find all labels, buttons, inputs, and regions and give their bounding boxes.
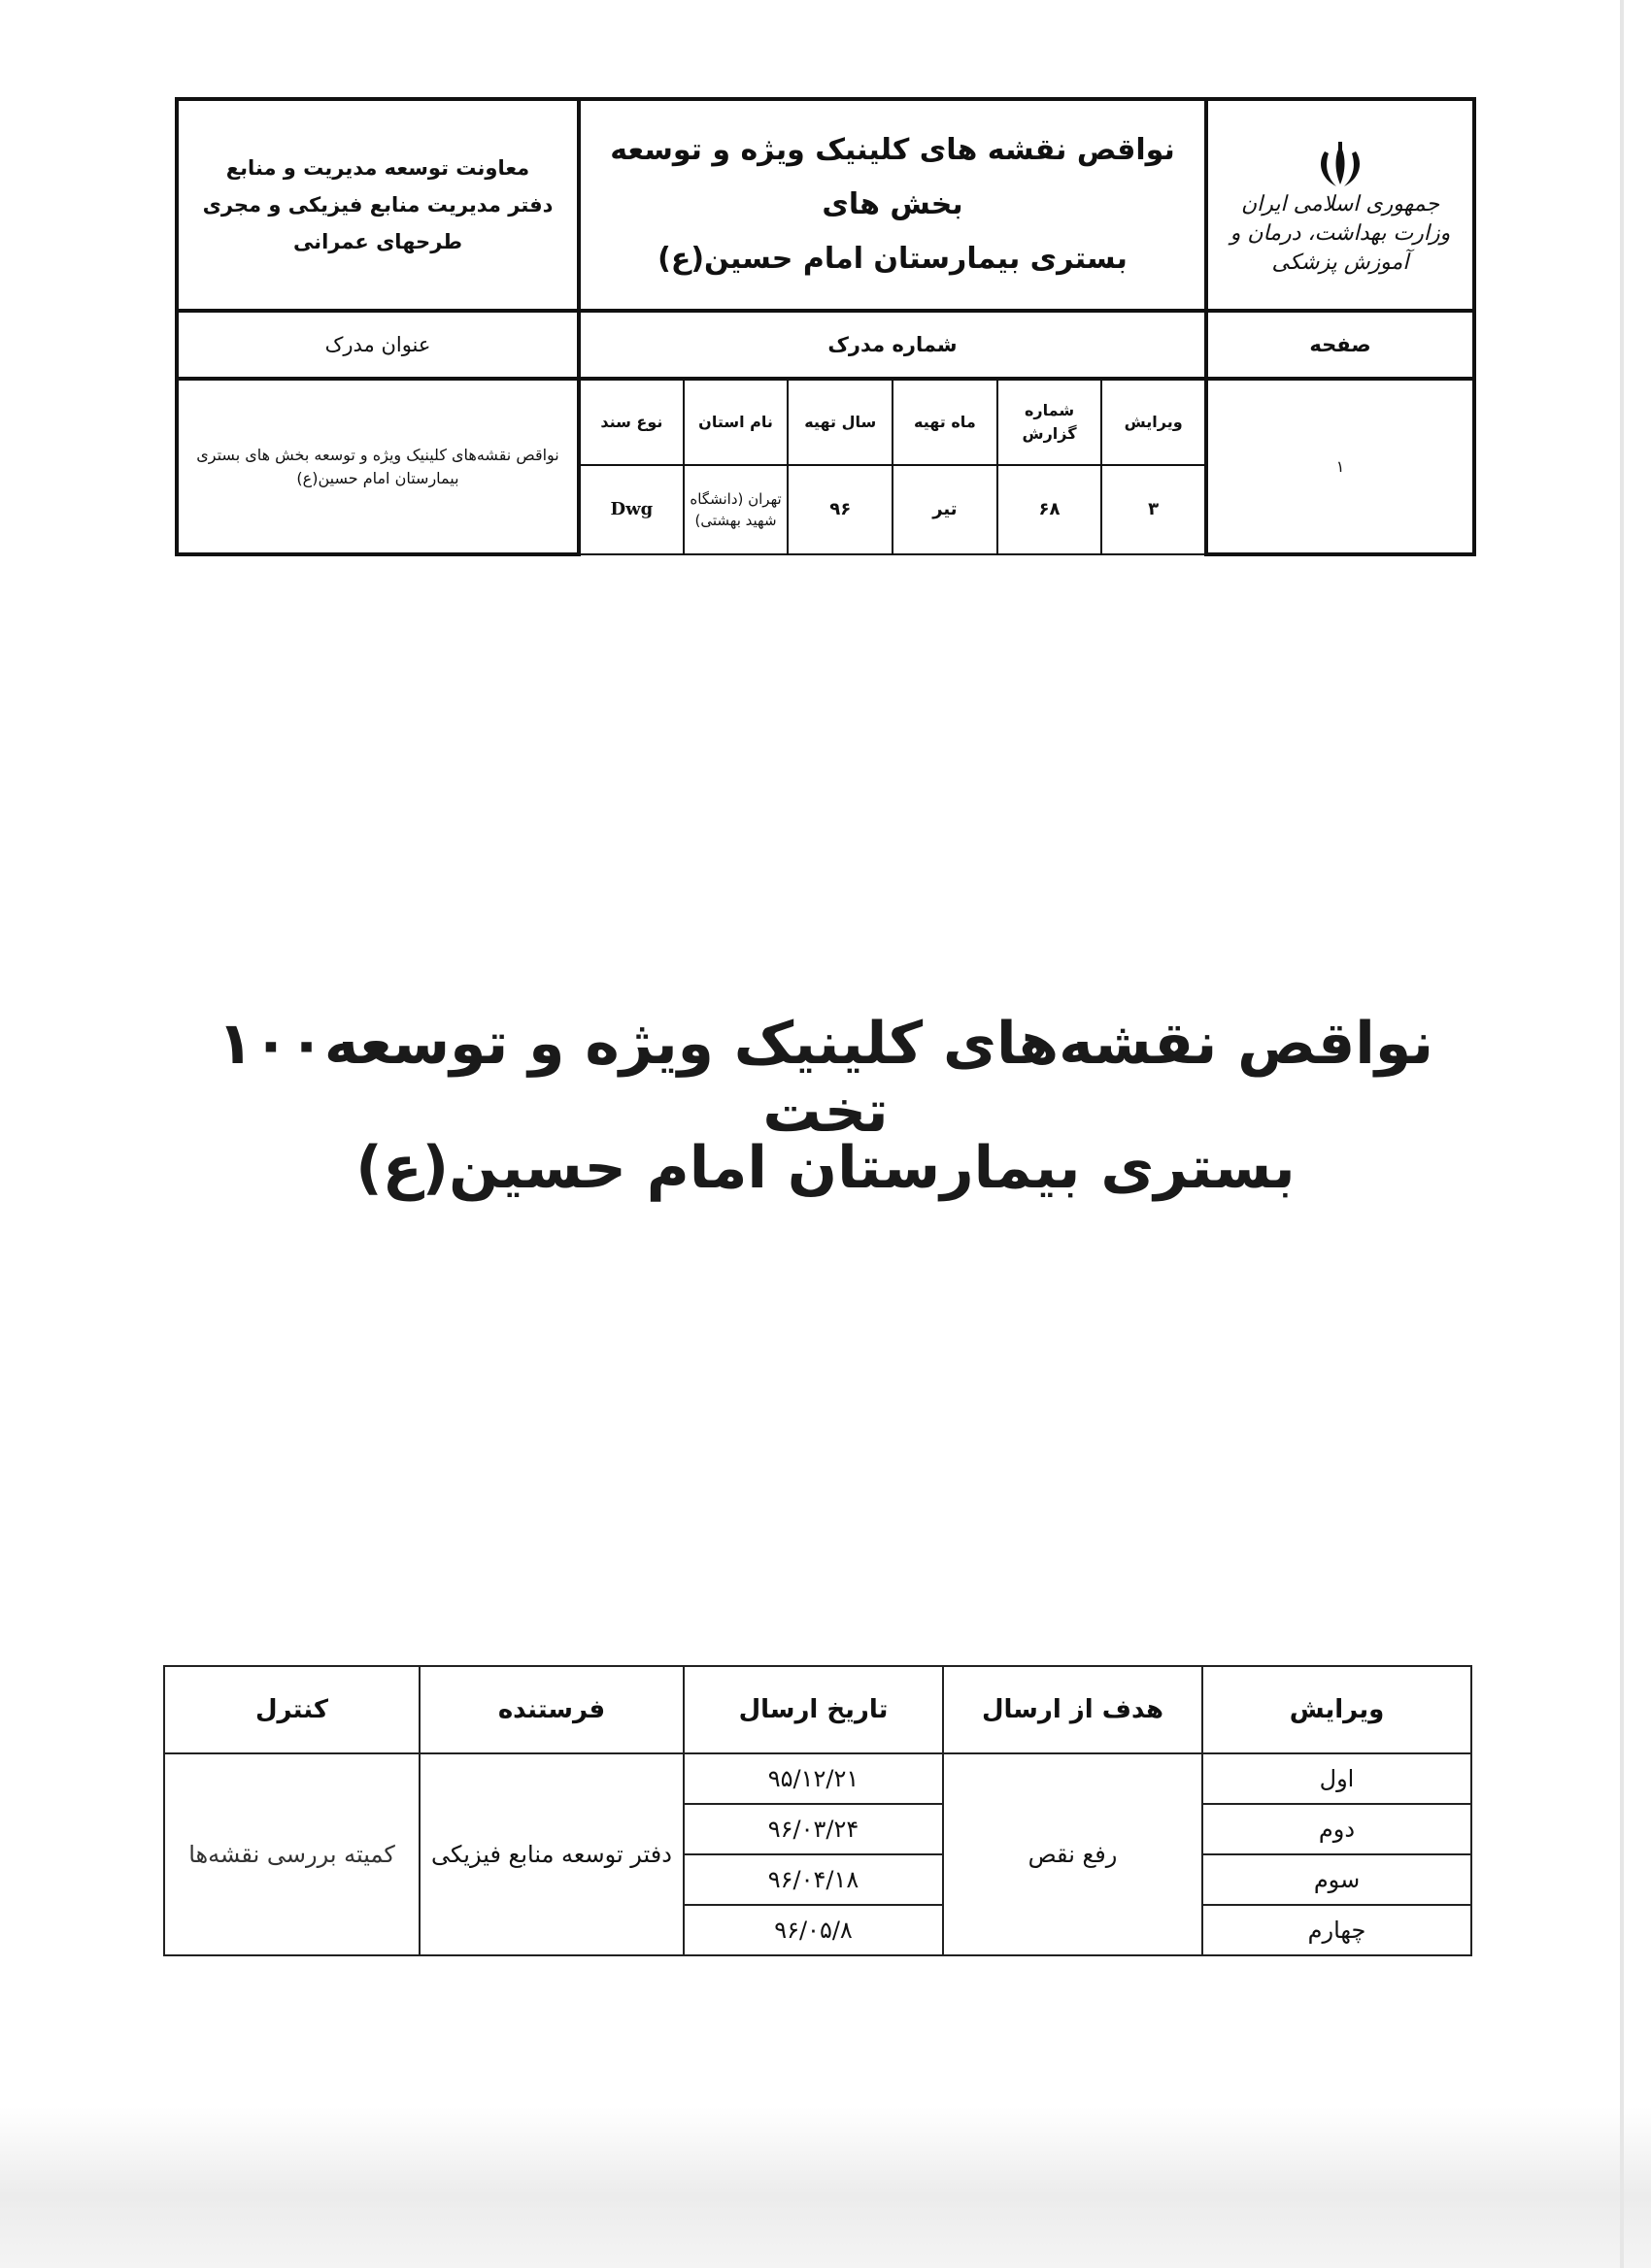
col-province: نام استان xyxy=(684,379,789,465)
header-title-cell xyxy=(579,99,1206,311)
doc-title-label: عنوان مدرک xyxy=(177,311,579,379)
main-title-line1: نواقص نقشه‌های کلینیک ویژه و توسعه۱۰۰ تخت xyxy=(217,1010,1433,1146)
year-value: ۹۶ xyxy=(788,465,893,554)
dist-col-revision: ویرایش xyxy=(1202,1666,1471,1753)
month-value: تیر xyxy=(893,465,997,554)
doc-title-value: نواقص نقشه‌های کلینیک ویژه و توسعه بخش های بستری بیمارستان امام حسین(ع) xyxy=(177,379,579,554)
dist-date-2: ۹۶/۰۳/۲۴ xyxy=(684,1804,943,1854)
ministry-logo-cell xyxy=(1206,99,1474,311)
report-number-value: ۶۸ xyxy=(997,465,1102,554)
dist-revision-2: دوم xyxy=(1202,1804,1471,1854)
org-line2: دفتر مدیریت منابع فیزیکی و مجری xyxy=(202,193,554,217)
org-line3: طرحهای عمرانی xyxy=(292,230,463,253)
dist-date-1: ۹۵/۱۲/۲۱ xyxy=(684,1753,943,1804)
dist-col-sender: فرستنده xyxy=(420,1666,684,1753)
dist-date-4: ۹۶/۰۵/۸ xyxy=(684,1905,943,1955)
dist-revision-3: سوم xyxy=(1202,1854,1471,1905)
header-title-line2: بستری بیمارستان امام حسین(ع) xyxy=(657,242,1128,276)
ministry-name-line2: وزارت بهداشت، درمان و آموزش پزشکی xyxy=(1230,221,1451,275)
province-value: تهران (دانشگاه شهید بهشتی) xyxy=(684,465,789,554)
col-report-number: شماره گزارش xyxy=(997,379,1102,465)
dist-revision-4: چهارم xyxy=(1202,1905,1471,1955)
dist-revision-1: اول xyxy=(1202,1753,1471,1804)
page-label: صفحه xyxy=(1206,311,1474,379)
col-revision: ویرایش xyxy=(1101,379,1206,465)
dist-sender: دفتر توسعه منابع فیزیکی xyxy=(420,1753,684,1955)
org-line1: معاونت توسعه مدیریت و منابع xyxy=(225,156,530,180)
dist-col-control: کنترل xyxy=(164,1666,420,1753)
iran-emblem-icon xyxy=(1311,142,1369,190)
ministry-name-line1: جمهوری اسلامی ایران xyxy=(1240,192,1440,217)
doc-number-label: شماره مدرک xyxy=(579,311,1206,379)
col-year: سال تهیه xyxy=(788,379,893,465)
dist-date-3: ۹۶/۰۴/۱۸ xyxy=(684,1854,943,1905)
dist-col-goal: هدف از ارسال xyxy=(943,1666,1202,1753)
col-doc-type: نوع سند xyxy=(579,379,684,465)
revision-value: ۳ xyxy=(1101,465,1206,554)
document-header-table xyxy=(175,97,1476,556)
scan-page-edge xyxy=(1620,0,1624,2268)
doc-type-value: Dwg xyxy=(579,465,684,554)
dist-goal: رفع نقص xyxy=(943,1753,1202,1955)
header-title-line1: نواقص نقشه های کلینیک ویژه و توسعه بخش های xyxy=(610,133,1175,221)
main-title-line2: بستری بیمارستان امام حسین(ع) xyxy=(355,1134,1296,1202)
page-number: ۱ xyxy=(1206,379,1474,554)
distribution-table xyxy=(163,1665,1472,1956)
dist-col-date: تاریخ ارسال xyxy=(684,1666,943,1753)
dist-control: کمیته بررسی نقشه‌ها xyxy=(164,1753,420,1955)
col-month: ماه تهیه xyxy=(893,379,997,465)
scan-shadow xyxy=(0,2107,1651,2268)
organization-cell xyxy=(177,99,579,311)
